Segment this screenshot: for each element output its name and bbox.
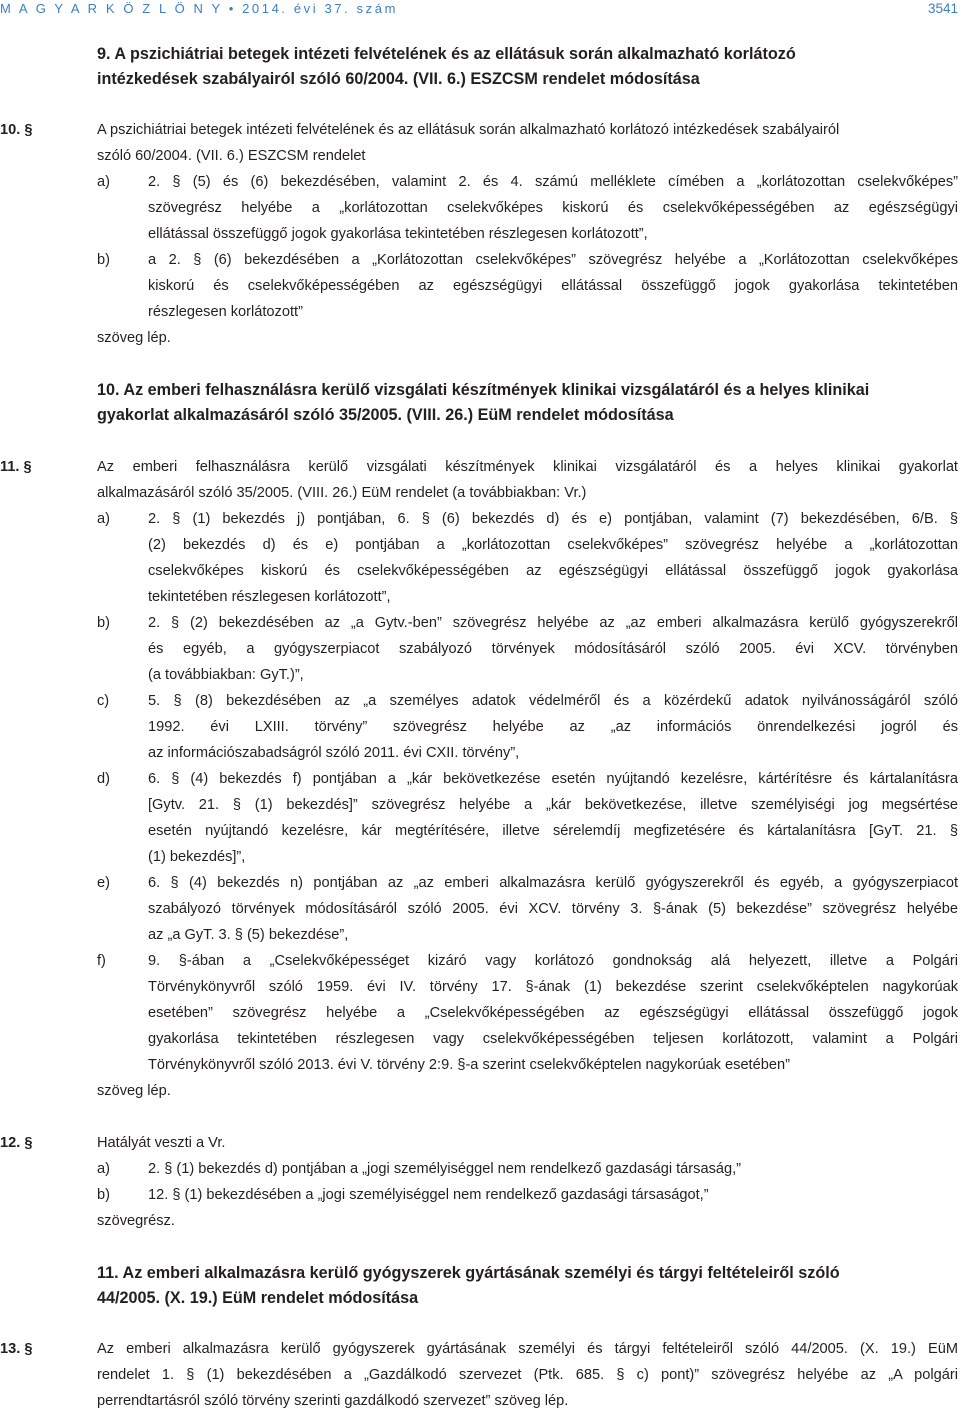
point-a-line3: ellátással összefüggő jogok gyakorlása tekintetében részlegesen korlátozott”, <box>148 226 648 242</box>
paragraph-11-end: szöveg lép. <box>97 1083 171 1099</box>
section-10-title-line2: gyakorlat alkalmazásáról szóló 35/2005. (VIII. 26.) EüM rendelet módosítása <box>97 406 674 424</box>
point-a-line2: (2) bekezdés d) és e) pontjában a „korlátozottan cselekvőképes” szövegrész helyébe a „korlátozottan <box>148 537 958 553</box>
point-b-line3: (a továbbiakban: GyT.)”, <box>148 667 304 683</box>
paragraph-13-line3: perrendtartásról szóló törvény szerinti gazdálkodó szervezet” szöveg lép. <box>97 1393 569 1409</box>
point-b-label: b) <box>97 1187 110 1203</box>
point-b-line1: 12. § (1) bekezdésében a „jogi személyiséggel nem rendelkező gazdasági társaságot,” <box>148 1187 709 1203</box>
point-e-line1: 6. § (4) bekezdés n) pontjában az „az emberi alkalmazásra kerülő gyógyszerekről és egyéb, a gyógyszerpiacot <box>148 875 958 891</box>
point-c-label: c) <box>97 693 110 709</box>
paragraph-12-intro: Hatályát veszti a Vr. <box>97 1135 226 1151</box>
point-f-line5: Törvénykönyvről szóló 2013. évi V. törvény 2:9. §-a szerint cselekvőképtelen nagykorúak esetében” <box>148 1057 790 1073</box>
page-number: 3541 <box>927 1 958 16</box>
point-d-label: d) <box>97 771 110 787</box>
section-11-title-line1: 11. Az emberi alkalmazásra kerülő gyógyszerek gyártásának személyi és tárgyi feltételeiről szóló <box>97 1264 840 1282</box>
point-d-line2: [Gytv. 21. § (1) bekezdés]” szövegrész helyébe a „kár bekövetkezése, illetve személyiségi jog megsértése <box>148 797 958 813</box>
point-e-label: e) <box>97 875 110 891</box>
point-c-line2: 1992. évi LXIII. törvény” szövegrész helyébe az „az információs önrendelkezési jogról és <box>148 719 958 735</box>
paragraph-12-end: szövegrész. <box>97 1213 175 1229</box>
paragraph-10-intro-line1: A pszichiátriai betegek intézeti felvételének és az ellátásuk során alkalmazható korlátozó intézkedések szabályairól <box>97 122 840 138</box>
point-b-line1: a 2. § (6) bekezdésében a „Korlátozottan cselekvőképes” szövegrész helyébe a „Korlátozottan cselekvőképes <box>148 252 958 268</box>
point-a-line1: 2. § (1) bekezdés j) pontjában, 6. § (6) bekezdés d) és e) pontjában, valamint (7) bekezdésében, 6/B. § <box>148 511 958 527</box>
point-e-line3: az „a GyT. 3. § (5) bekezdése”, <box>148 927 349 943</box>
section-9-title-line1: 9. A pszichiátriai betegek intézeti felvételének és az ellátásuk során alkalmazható korlátozó <box>97 45 796 63</box>
page-header <box>0 0 960 20</box>
point-a-line1: 2. § (5) és (6) bekezdésében, valamint 2. és 4. számú melléklete címében a „korlátozottan cselekvőképes” <box>148 174 958 190</box>
section-10-title-line1: 10. Az emberi felhasználásra kerülő vizsgálati készítmények klinikai vizsgálatáról és a helyes klinikai <box>97 381 870 399</box>
point-a-line1: 2. § (1) bekezdés d) pontjában a „jogi személyiséggel nem rendelkező gazdasági társaság,” <box>148 1161 742 1177</box>
section-11-title-line2: 44/2005. (X. 19.) EüM rendelet módosítása <box>97 1289 419 1307</box>
point-d-line1: 6. § (4) bekezdés f) pontjában a „kár bekövetkezése esetén nyújtandó kezelésre, kártérítésre és kártalanításra <box>148 771 958 787</box>
point-b-label: b) <box>97 252 110 268</box>
point-c-line1: 5. § (8) bekezdésében az „a személyes adatok védelméről és a közérdekű adatok nyilvánosságáról szóló <box>148 693 958 709</box>
paragraph-12-number: 12. § <box>0 1135 33 1151</box>
journal-title: M A G Y A R K Ö Z L Ö N Y • 2014. évi 37. szám <box>0 1 399 16</box>
point-b-line2: és egyéb, a gyógyszerpiacot szabályozó törvények módosításáról szóló 2005. évi XCV. törvényben <box>148 641 958 657</box>
point-b-line3: részlegesen korlátozott” <box>148 304 303 320</box>
paragraph-13-number: 13. § <box>0 1341 33 1357</box>
point-f-line3: esetében” szövegrész helyébe a „Cselekvőképességében az egészségügyi ellátással összefüggő jogok <box>148 1005 958 1021</box>
point-a-line3: cselekvőképes kiskorú és cselekvőképességében az egészségügyi ellátással összefüggő jogok gyakorlása <box>148 563 958 579</box>
point-c-line3: az információszabadságról szóló 2011. évi CXII. törvény”, <box>148 745 520 761</box>
paragraph-10-number: 10. § <box>0 122 33 138</box>
point-a-line2: szövegrész helyébe a „korlátozottan cselekvőképes kiskorú és cselekvőképességében az egészségügyi <box>148 200 958 216</box>
paragraph-13-line2: rendelet 1. § (1) bekezdésében a „Gazdálkodó szervezet (Ptk. 685. § c) pont)” szövegrész helyébe az „A polgári <box>97 1367 958 1383</box>
point-f-line4: gyakorlása tekintetében részlegesen vagy cselekvőképességében teljesen korlátozott, valamint a Polgári <box>148 1031 958 1047</box>
point-f-label: f) <box>97 953 106 969</box>
point-f-line1: 9. §-ában a „Cselekvőképességet kizáró vagy korlátozó gondnokság alá helyezett, illetve a Polgári <box>148 953 958 969</box>
point-f-line2: Törvénykönyvről szóló 1959. évi IV. törvény 17. §-ának (1) bekezdése szerint cselekvőképtelen nagykorúak <box>148 979 958 995</box>
point-d-line4: (1) bekezdés]”, <box>148 849 246 865</box>
point-a-label: a) <box>97 1161 110 1177</box>
paragraph-11-intro-line1: Az emberi felhasználásra kerülő vizsgálati készítmények klinikai vizsgálatáról és a helyes klinikai gyakorlat <box>97 459 958 475</box>
point-a-label: a) <box>97 511 110 527</box>
paragraph-13-line1: Az emberi alkalmazásra kerülő gyógyszerek gyártásának személyi és tárgyi feltételeiről szóló 44/2005. (X. 19.) EüM <box>97 1341 958 1357</box>
point-b-label: b) <box>97 615 110 631</box>
point-e-line2: szabályozó törvények módosításáról szóló 2005. évi XCV. törvény 3. §-ának (5) bekezdése” szövegrész helyébe <box>148 901 958 917</box>
point-a-label: a) <box>97 174 110 190</box>
point-b-line1: 2. § (2) bekezdésében az „a Gytv.-ben” szövegrész helyébe az „az emberi alkalmazásra kerülő gyógyszerekről <box>148 615 958 631</box>
point-b-line2: kiskorú és cselekvőképességében az egészségügyi ellátással összefüggő jogok gyakorlása tekintetében <box>148 278 958 294</box>
paragraph-11-number: 11. § <box>0 459 32 475</box>
point-a-line4: tekintetében részlegesen korlátozott”, <box>148 589 391 605</box>
paragraph-10-end: szöveg lép. <box>97 330 171 346</box>
point-d-line3: esetén nyújtandó kezelésre, kár megtérítésére, illetve sérelemdíj megfizetésére és kártalanításra [GyT. 21. § <box>148 823 958 839</box>
section-9-title-line2: intézkedések szabályairól szóló 60/2004. (VII. 6.) ESZCSM rendelet módosítása <box>97 70 700 88</box>
paragraph-11-intro-line2: alkalmazásáról szóló 35/2005. (VIII. 26.) EüM rendelet (a továbbiakban: Vr.) <box>97 485 587 501</box>
paragraph-10-intro-line2: szóló 60/2004. (VII. 6.) ESZCSM rendelet <box>97 148 366 164</box>
